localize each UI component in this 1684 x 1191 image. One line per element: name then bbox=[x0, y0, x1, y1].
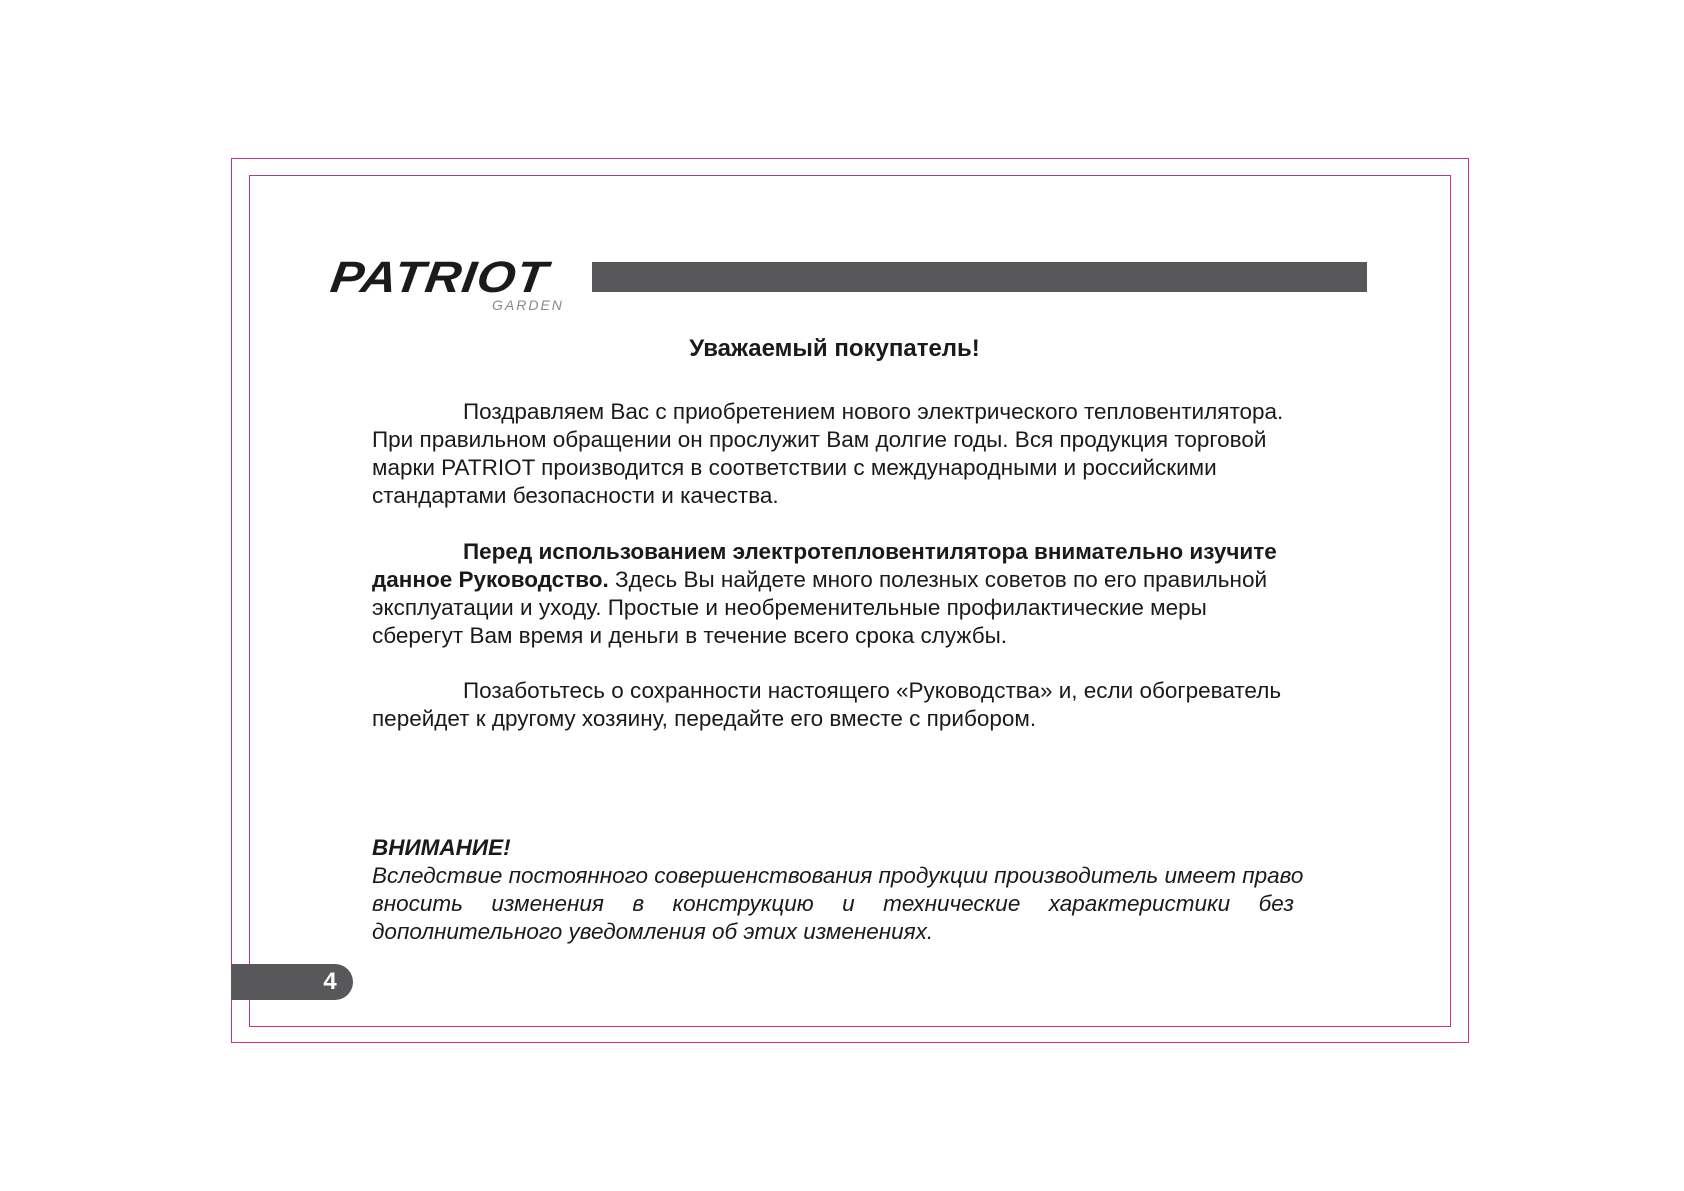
logo-brand-text: PATRIOT bbox=[327, 253, 552, 302]
warning-word: без bbox=[1258, 891, 1294, 916]
text-line: При правильном обращении он прослужит Вам долгие годы. Вся продукция торговой bbox=[372, 427, 1267, 452]
logo-sub-text: GARDEN bbox=[492, 297, 564, 313]
paragraph-keep-manual bbox=[372, 677, 1332, 733]
warning-word: в bbox=[632, 891, 645, 916]
text-line: марки PATRIOT производится в соответствии с международными и российскими bbox=[372, 455, 1217, 480]
warning-word: и bbox=[842, 891, 855, 916]
warning-word: конструкцию bbox=[672, 891, 814, 916]
warning-word: технические bbox=[883, 891, 1021, 916]
text-line-bold: Перед использованием электротепловентилятора внимательно изучите bbox=[463, 539, 1277, 564]
text-line-mixed bbox=[372, 566, 1332, 594]
warning-line: дополнительного уведомления об этих изменениях. bbox=[372, 919, 934, 944]
text-line: эксплуатации и уходу. Простые и необременительные профилактические меры bbox=[372, 595, 1207, 620]
paragraph-congratulations bbox=[372, 398, 1332, 510]
text-line: сберегут Вам время и деньги в течение всего срока службы. bbox=[372, 623, 1008, 648]
header-bar bbox=[592, 262, 1367, 292]
warning-line: Вследствие постоянного совершенствования продукции производитель имеет право bbox=[372, 863, 1304, 888]
warning-line-justified bbox=[372, 890, 1294, 918]
warning-title: ВНИМАНИЕ! bbox=[372, 835, 511, 860]
warning-text bbox=[372, 862, 1332, 946]
text-bold-fragment: данное Руководство. bbox=[372, 567, 609, 592]
warning-word: вносить bbox=[372, 891, 463, 916]
text-fragment: Здесь Вы найдете много полезных советов по его правильной bbox=[608, 567, 1268, 592]
page-title: Уважаемый покупатель! bbox=[689, 335, 980, 362]
warning-word: характеристики bbox=[1048, 891, 1231, 916]
text-line: стандартами безопасности и качества. bbox=[372, 483, 779, 508]
page-number: 4 bbox=[323, 968, 337, 995]
paragraph-read-manual bbox=[372, 538, 1332, 650]
patriot-logo bbox=[327, 253, 579, 316]
text-line: Позаботьтесь о сохранности настоящего «Руководства» и, если обогреватель bbox=[463, 678, 1282, 703]
text-line: перейдет к другому хозяину, передайте его вместе с прибором. bbox=[372, 706, 1037, 731]
warning-word: изменения bbox=[491, 891, 604, 916]
text-line: Поздравляем Вас с приобретением нового электрического тепловентилятора. bbox=[463, 399, 1284, 424]
